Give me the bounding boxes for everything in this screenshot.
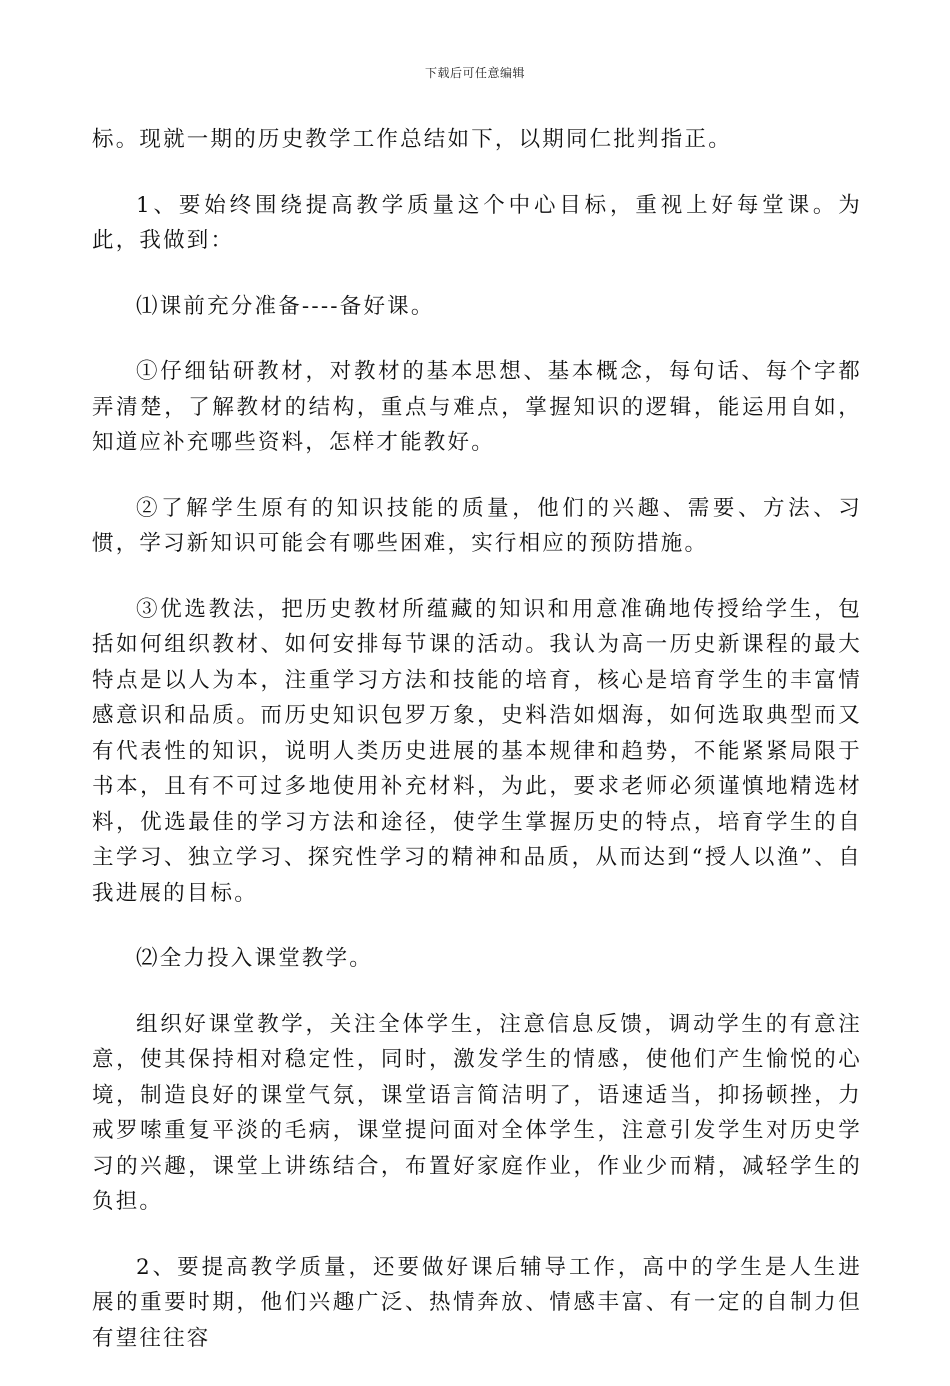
paragraph-classroom: 组织好课堂教学，关注全体学生，注意信息反馈，调动学生的有意注意，使其保持相对稳定性，同时，激发学生的情感，使他们产生愉悦的心境，制造良好的课堂气氛，课堂语言简洁明了，语速适当，抑扬顿挫，力戒罗嗦重复平淡的毛病，课堂提问面对全体学生，注意引发学生对历史学习的兴趣，课堂上讲练结合，布置好家庭作业，作业少而精，减轻学生的负担。 (92, 1011, 862, 1214)
paragraph-item-1: ①仔细钻研教材，对教材的基本思想、基本概念，每句话、每个字都弄清楚，了解教材的结构，重点与难点，掌握知识的逻辑，能运用自如，知道应补充哪些资料，怎样才能教好。 (92, 359, 862, 455)
document-body (92, 122, 862, 1386)
paragraph-item-3: ③优选教法，把历史教材所蕴藏的知识和用意准确地传授给学生，包括如何组织教材、如何安排每节课的活动。我认为高一历史新课程的最大特点是以人为本，注重学习方法和技能的培育，核心是培育学生的丰富情感意识和品质。而历史知识包罗万象，史料浩如烟海，如何选取典型而又有代表性的知识，说明人类历史进展的基本规律和趋势，不能紧紧局限于书本，且有不可过多地使用补充材料，为此，要求老师必须谨慎地精选材料，优选最佳的学习方法和途径，使学生掌握历史的特点，培育学生的自主学习、独立学习、探究性学习的精神和品质，从而达到“授人以渔”、自我进展的目标。 (92, 596, 862, 906)
paragraph-point-1: 1、要始终围绕提高教学质量这个中心目标，重视上好每堂课。为此，我做到： (92, 192, 862, 253)
paragraph-subheading-2: ⑵全力投入课堂教学。 (136, 946, 374, 971)
page-header: 下载后可任意编辑 (424, 66, 525, 80)
paragraph-continuation: 标。现就一期的历史教学工作总结如下，以期同仁批判指正。 (92, 127, 732, 152)
paragraph-point-2: 2、要提高教学质量，还要做好课后辅导工作，高中的学生是人生进展的重要时期，他们兴趣广泛、热情奔放、情感丰富、有一定的自制力但有望往往容 (92, 1254, 862, 1351)
paragraph-subheading-1: ⑴课前充分准备----备好课。 (136, 293, 435, 319)
paragraph-item-2: ②了解学生原有的知识技能的质量，他们的兴趣、需要、方法、习惯，学习新知识可能会有哪些困难，实行相应的预防措施。 (92, 495, 862, 556)
